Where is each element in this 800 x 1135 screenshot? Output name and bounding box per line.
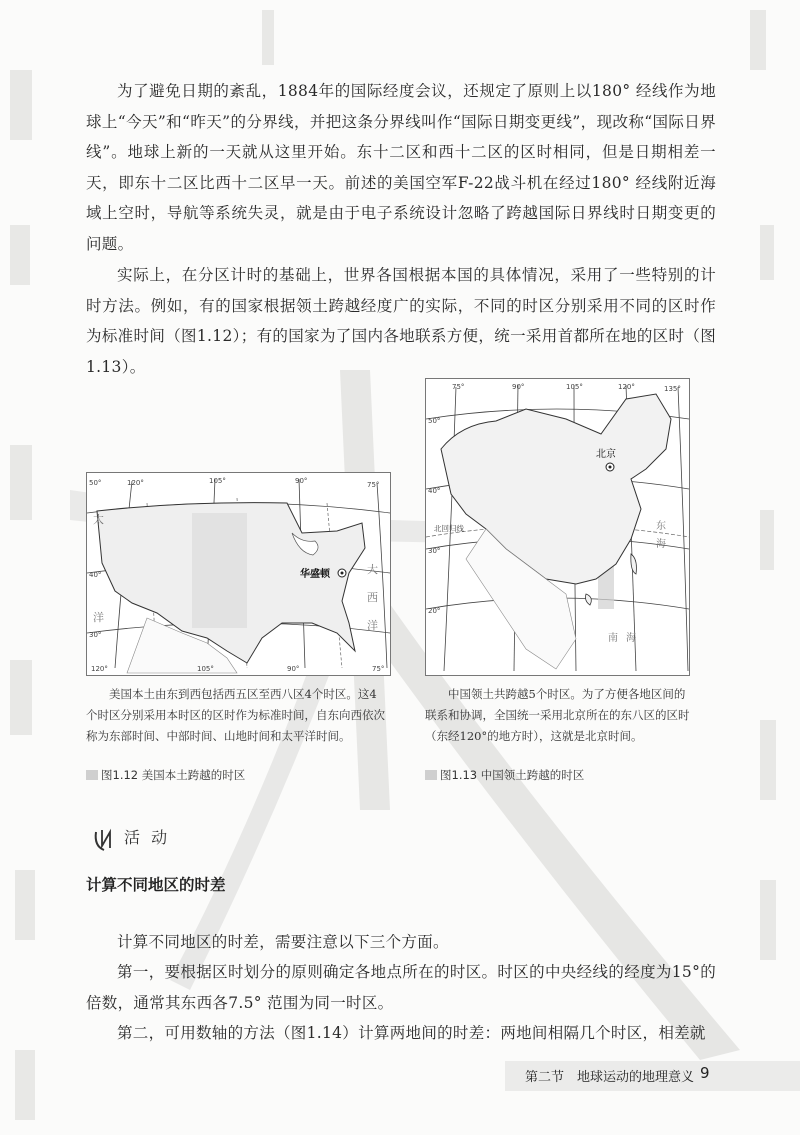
- usa-bottom-lon-label: 75°: [372, 665, 385, 673]
- china-top-lon-label: 120°: [618, 383, 635, 391]
- ocean-char: 洋: [93, 611, 104, 624]
- china-side-lat-label: 40°: [428, 487, 441, 495]
- figure-1-12-caption: 美国本土由东到西包括西五区至西八区4个时区。这4个时区分别采用本时区的区时作为标准时间，自东向西依次称为东部时间、中部时间、山地时间和太平洋时间。: [86, 687, 385, 743]
- sea-char: 南: [608, 633, 618, 644]
- china-timezone-map: [425, 378, 690, 676]
- china-top-lon-label: 105°: [566, 383, 583, 391]
- sea-char: 海: [626, 633, 636, 644]
- sea-char: 东: [656, 521, 666, 532]
- china-top-lon-label: 135°: [664, 385, 681, 393]
- china-top-lon-label: 75°: [452, 383, 465, 391]
- usa-top-lon-label: 75°: [367, 481, 380, 489]
- figure-1-12-label: [86, 767, 245, 783]
- usa-lat-label: 50°: [89, 479, 102, 487]
- ocean-char: 洋: [367, 619, 378, 632]
- body-paragraph-2: 实际上，在分区计时的基础上，世界各国根据本国的具体情况，采用了一些特别的计时方法。例如，有的国家根据领土跨越经度广的实际，不同的时区分别采用不同的区时作为标准时间（图1.12）；有的国家为了国内各地联系方便，统一采用首都所在地的区时（图1.13）。: [86, 266, 716, 376]
- usa-side-lat-label: 30°: [89, 631, 102, 639]
- china-side-lat-label: 50°: [428, 417, 441, 425]
- page-number: 9: [700, 1064, 710, 1082]
- usa-top-lon-label: 105°: [209, 477, 226, 485]
- china-top-lon-label: 90°: [512, 383, 525, 391]
- usa-bottom-lon-label: 90°: [287, 665, 300, 673]
- body2-paragraph-1: 计算不同地区的时差，需要注意以下三个方面。: [117, 933, 449, 951]
- figure-mark-icon: [86, 770, 98, 780]
- ocean-char: 西: [367, 591, 378, 604]
- usa-side-lat-label: 40°: [89, 571, 102, 579]
- figure-1-12-label-text: 图1.12 美国本土跨越的时区: [101, 768, 246, 782]
- tropic-label: 北回归线: [434, 524, 464, 533]
- activity-subtitle: 计算不同地区的时差: [86, 876, 226, 894]
- usa-timezone-map: [86, 472, 391, 676]
- activity-icon: [92, 826, 118, 852]
- figure-1-13-caption: 中国领土共跨越5个时区。为了方便各地区间的联系和协调，全国统一采用北京所在的东八区的区时（东经120°的地方时），这就是北京时间。: [425, 687, 690, 743]
- activity-heading: [92, 825, 170, 852]
- body2-paragraph-2: 第一，要根据区时划分的原则确定各地点所在的时区。时区的中央经线的经度为15°的倍数，通常其东西各7.5° 范围为同一时区。: [86, 963, 716, 1012]
- china-side-lat-label: 30°: [428, 547, 441, 555]
- body-paragraph-1: 为了避免日期的紊乱，1884年的国际经度会议，还规定了原则上以180° 经线作为地球上“今天”和“昨天”的分界线，并把这条分界线叫作“国际日期变更线”，现改称“国际日界线”。地球上新的一天就从这里开始。东十二区和西十二区的区时相同，但是日期相差一天，即东十二区比西十二区早一天。前述的美国空军F-22战斗机在经过180° 经线附近海域上空时，导航等系统失灵，就是由于电子系统设计忽略了跨越国际日界线时日期变更的问题。: [86, 82, 716, 253]
- body2-paragraph-3: 第二，可用数轴的方法（图1.14）计算两地间的时差：两地间相隔几个时区，相差就: [117, 1024, 706, 1042]
- figure-1-13-label-text: 图1.13 中国领土跨越的时区: [440, 768, 585, 782]
- usa-bottom-lon-label: 120°: [91, 665, 108, 673]
- footer-section-title: 第二节 地球运动的地理意义: [525, 1070, 695, 1085]
- activity-title: 活 动: [124, 828, 171, 847]
- usa-bottom-lon-label: 105°: [197, 665, 214, 673]
- beijing-label: 北京: [596, 449, 616, 460]
- figure-mark-icon: [425, 770, 437, 780]
- usa-top-lon-label: 90°: [295, 477, 308, 485]
- china-side-lat-label: 20°: [428, 607, 441, 615]
- washington-label: 华盛顿: [300, 569, 330, 580]
- ocean-char: 太: [93, 513, 104, 526]
- ocean-char: 大: [367, 563, 378, 576]
- sea-char: 海: [656, 539, 666, 550]
- figure-1-13-label: [425, 767, 584, 783]
- usa-top-lon-label: 120°: [127, 479, 144, 487]
